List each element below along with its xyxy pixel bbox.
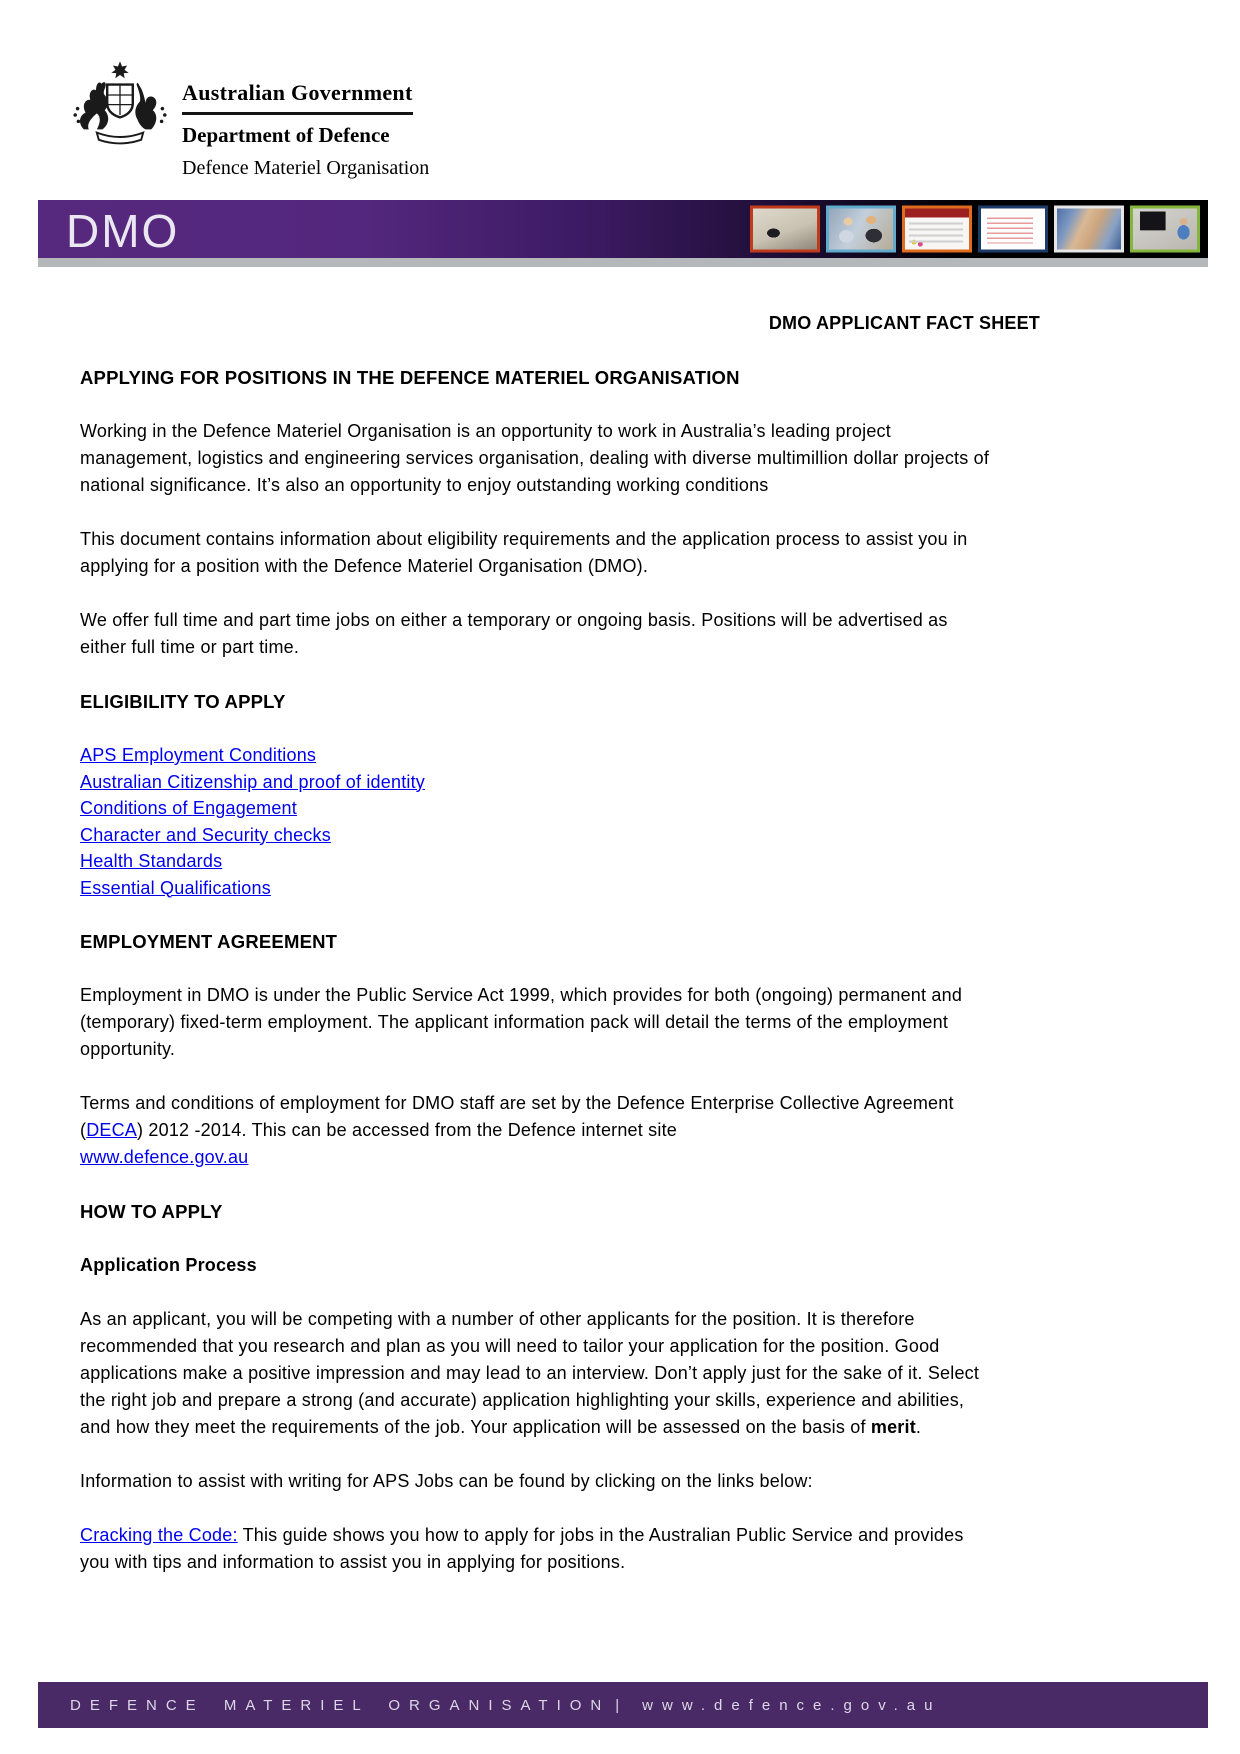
citizenship-identity-link[interactable]: Australian Citizenship and proof of identity	[80, 771, 425, 792]
main-heading: APPLYING FOR POSITIONS IN THE DEFENCE MATERIEL ORGANISATION	[80, 367, 740, 388]
footer-organisation-text: DEFENCE MATERIEL ORGANISATION	[70, 1696, 611, 1714]
intro-paragraph-3: We offer full time and part time jobs on either a temporary or ongoing basis. Positions will be advertised as either full time or part time.	[80, 610, 948, 657]
coat-of-arms-icon	[68, 56, 172, 150]
merit-bold-text: merit	[870, 1417, 916, 1437]
intro-paragraph-2: This document contains information about eligibility requirements and the application process to assist you in applying for a position with the Defence Materiel Organisation (DMO).	[80, 529, 968, 576]
employment-p2-text-before: Terms and conditions of employment for DMO staff are set by the Defence Enterprise Collective Agreement (	[80, 1093, 954, 1140]
aps-jobs-info-paragraph: Information to assist with writing for APS Jobs can be found by clicking on the links below:	[80, 1471, 813, 1491]
workstation-photo	[1130, 206, 1200, 253]
handshake-photo	[1054, 206, 1124, 253]
application-text-end: .	[915, 1417, 922, 1437]
government-logo	[68, 56, 429, 180]
deca-link[interactable]: DECA	[86, 1120, 138, 1140]
employment-paragraph-2	[80, 1090, 992, 1171]
cracking-the-code-paragraph	[80, 1522, 992, 1576]
character-security-checks-link[interactable]: Character and Security checks	[80, 824, 331, 845]
aps-employment-conditions-link[interactable]: APS Employment Conditions	[80, 745, 317, 765]
application-text-before-bold: As an applicant, you will be competing with a number of other applicants for the position. It is therefore recommended that you research and plan as you will need to tailor your application for the position. Good applications make a positive impression and may lead to an interview. Don’t apply just for the sake of it. Select the right job and prepare a strong (and accurate) application highlighting your skills, experience and abilities, and how they meet the requirements of the job. Your application will be assessed on the basis of	[80, 1309, 980, 1437]
logo-department-text: Department of Defence	[182, 123, 390, 147]
intranet-page-photo	[902, 206, 972, 253]
banner-bottom-strip	[38, 258, 1208, 267]
employment-paragraph-1: Employment in DMO is under the Public Service Act 1999, which provides for both (ongoing) permanent and (temporary) fixed-term employment. The applicant information pack will detail the terms of the employment opportunity.	[80, 985, 963, 1059]
eligibility-heading: ELIGIBILITY TO APPLY	[80, 691, 286, 712]
conditions-of-engagement-link[interactable]: Conditions of Engagement	[80, 798, 297, 818]
cracking-the-code-text: This guide shows you how to apply for jobs in the Australian Public Service and provides you with tips and information to assist you in applying for positions.	[80, 1525, 964, 1572]
intro-paragraph-1: Working in the Defence Materiel Organisation is an opportunity to work in Australia’s leading project management, logistics and engineering services organisation, dealing with diverse multimillion dollar projects of national significance. It’s also an opportunity to enjoy outstanding working conditions	[80, 421, 990, 495]
logo-organisation-text: Defence Materiel Organisation	[182, 157, 430, 179]
application-process-paragraph	[80, 1306, 992, 1441]
cracking-the-code-link[interactable]: Cracking the Code:	[80, 1525, 238, 1545]
banner-photo-strip	[750, 206, 1200, 253]
footer-website-text: www.defence.gov.au	[642, 1696, 942, 1714]
health-standards-link[interactable]: Health Standards	[80, 851, 223, 871]
application-process-subheading: Application Process	[80, 1255, 257, 1275]
employment-p2-text-after: ) 2012 -2014. This can be accessed from the Defence internet site	[137, 1120, 677, 1140]
fact-sheet-title: DMO APPLICANT FACT SHEET	[768, 313, 1040, 333]
document-page-photo	[978, 206, 1048, 253]
logo-government-text: Australian Government	[182, 80, 413, 115]
banner-dmo-title: DMO	[66, 205, 180, 257]
colleagues-meeting-photo	[826, 206, 896, 253]
eligibility-link-list	[80, 742, 1040, 901]
employment-agreement-heading: EMPLOYMENT AGREEMENT	[80, 931, 338, 952]
office-desk-photo	[750, 206, 820, 253]
how-to-apply-heading: HOW TO APPLY	[80, 1201, 223, 1222]
essential-qualifications-link[interactable]: Essential Qualifications	[80, 877, 271, 898]
page-footer	[38, 1682, 1208, 1728]
document-body	[80, 283, 1040, 1576]
footer-separator: |	[615, 1696, 629, 1714]
dmo-banner	[38, 200, 1208, 258]
defence-website-link[interactable]: www.defence.gov.au	[80, 1147, 249, 1167]
